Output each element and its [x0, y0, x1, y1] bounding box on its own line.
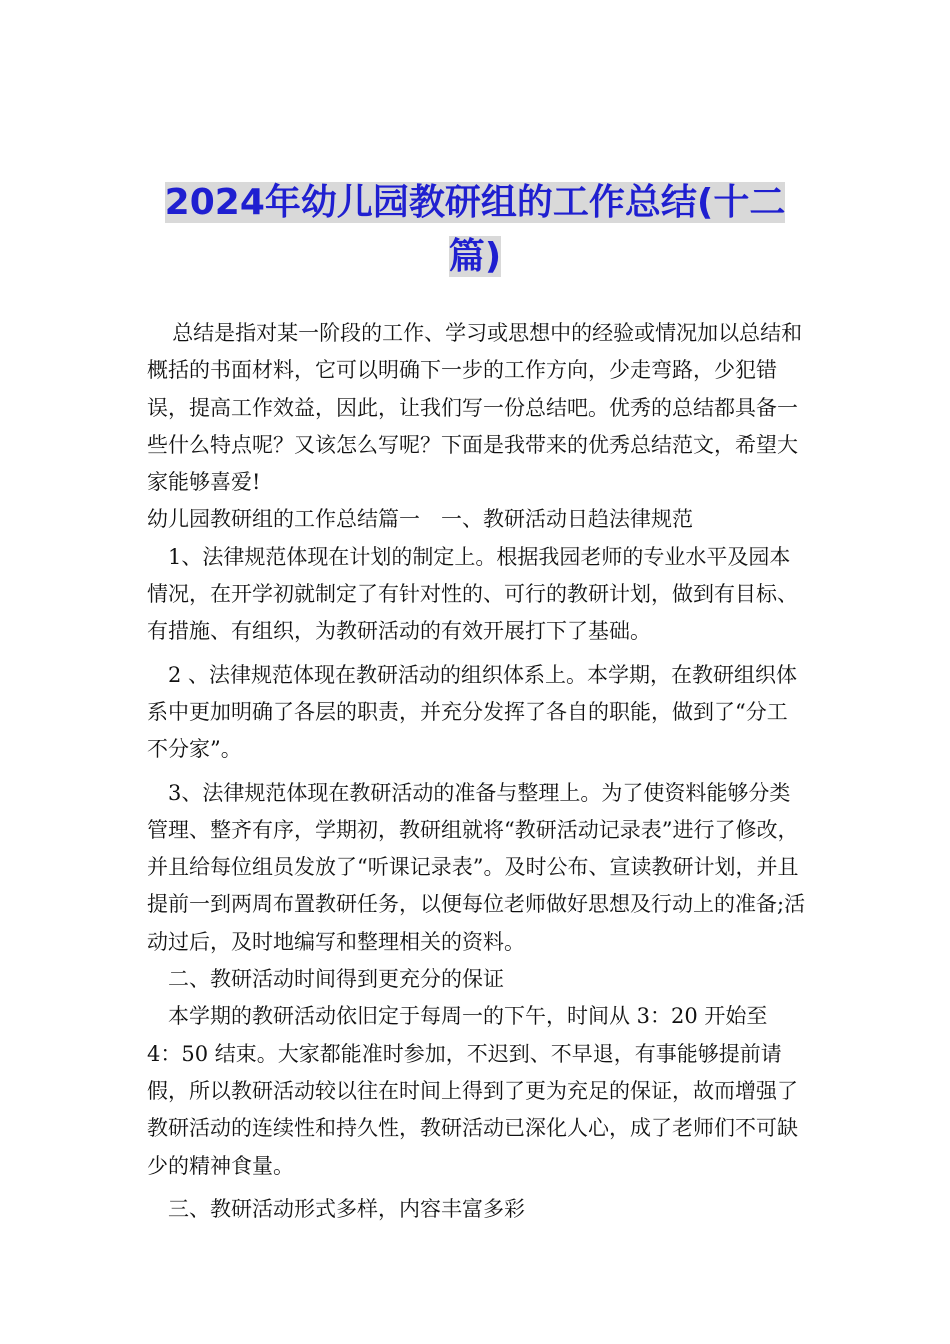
- section-heading-1: 幼儿园教研组的工作总结篇一 一、教研活动日趋法律规范: [147, 507, 693, 532]
- section-heading-3: 三、教研活动形式多样，内容丰富多彩: [168, 1196, 525, 1221]
- paragraph-item-3: 3、法律规范体现在教研活动的准备与整理上。为了使资料能够分类管理、整齐有序，学期初，教研组就将“教研活动记录表”进行了修改，并且给每位组员发放了“听课记录表”。及时公布、宣读教研计划，并且提前一到两周布置教研任务，以便每位老师做好思想及行动上的准备;活动过后，及时地编写和整理相关的资料。: [147, 780, 806, 954]
- intro-paragraph: 总结是指对某一阶段的工作、学习或思想中的经验或情况加以总结和概括的书面材料，它可以明确下一步的工作方向，少走弯路，少犯错误，提高工作效益，因此，让我们写一份总结吧。优秀的总结都具备一些什么特点呢？又该怎么写呢？下面是我带来的优秀总结范文，希望大家能够喜爱!: [147, 321, 803, 495]
- document-title: [140, 176, 810, 284]
- paragraph-item-1: 1、法律规范体现在计划的制定上。根据我园老师的专业水平及园本情况，在开学初就制定了有针对性的、可行的教研计划，做到有目标、有措施、有组织，为教研活动的有效开展打下了基础。: [147, 544, 798, 644]
- paragraph-item-2: 2 、法律规范体现在教研活动的组织体系上。本学期，在教研组织体系中更加明确了各层的职责，并充分发挥了各自的职能，做到了“分工不分家”。: [147, 662, 798, 762]
- paragraph-schedule: 本学期的教研活动依旧定于每周一的下午，时间从 3：20 开始至 4：50 结束。大家都能准时参加，不迟到、不早退，有事能够提前请假，所以教研活动较以往在时间上得到了更为充足的保证，故而增强了教研活动的连续性和持久性，教研活动已深化人心，成了老师们不可缺少的精神食量。: [147, 1004, 798, 1178]
- title-line-2: 篇): [448, 236, 502, 277]
- document-body: [147, 315, 807, 1228]
- title-line-1: 2024年幼儿园教研组的工作总结(十二: [164, 182, 786, 223]
- section-heading-2: 二、教研活动时间得到更充分的保证: [168, 967, 504, 992]
